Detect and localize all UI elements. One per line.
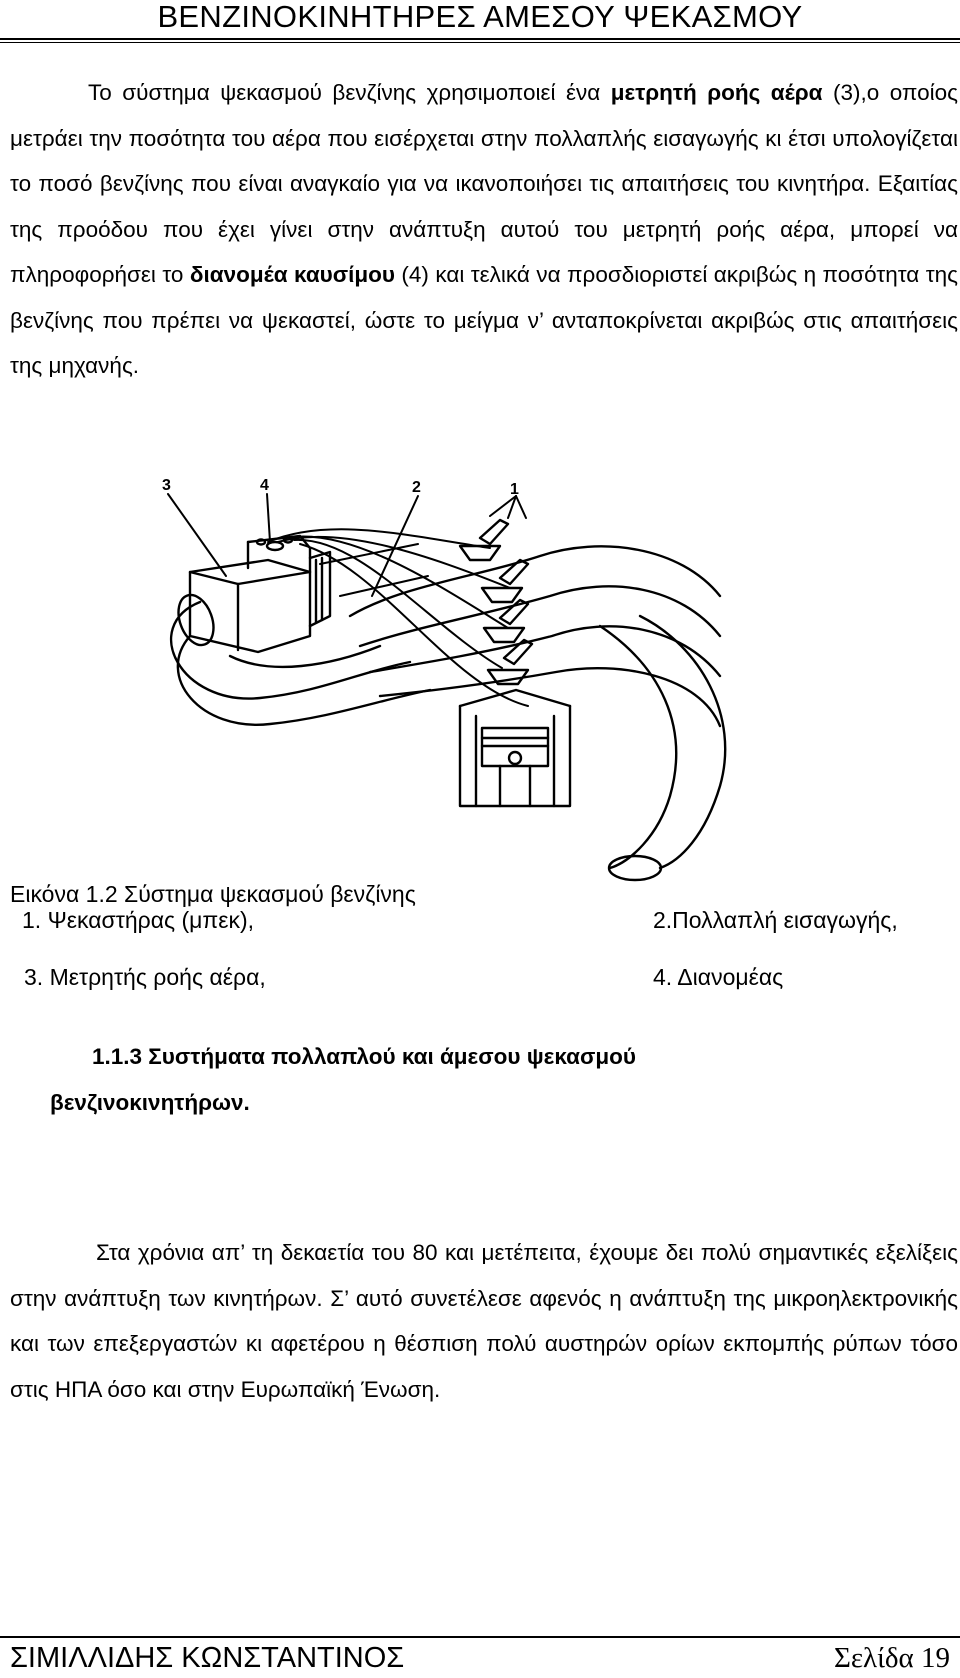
para1-bold-air-flow-meter: μετρητή ροής αέρα (610, 80, 823, 105)
page-header-title: ΒΕΝΖΙΝΟΚΙΝΗΤΗΡΕΣ ΑΜΕΣΟΥ ΨΕΚΑΣΜΟΥ (157, 0, 803, 34)
caption-item-air-flow-meter: 3. Μετρητής ροής αέρα, (24, 964, 266, 990)
footer-divider (0, 1636, 960, 1638)
para1-bold-fuel-distributor: διανομέα καυσίμου (189, 262, 395, 287)
paragraph-engine-developments: Στα χρόνια απ’ τη δεκαετία του 80 και μετέπειτα, έχουμε δει πολύ σημαντικές εξελίξεις στην ανάπτυξη των κινητήρων. Σ’ αυτό συνετέλεσε αφενός η ανάπτυξη της μικροηλεκτρονικής και των επεξεργαστών κι αφετέρου η θέσπιση πολύ αυστηρών ορίων εκπομπής ρύπων τόσο στις ΗΠΑ όσο και στην Ευρωπαϊκή Ένωση. (10, 1240, 958, 1402)
figure-caption-title: Εικόνα 1.2 Σύστημα ψεκασμού βενζίνης (10, 881, 416, 907)
para1-text-2: (3),ο οποίος μετράει την ποσότητα του αέρα που εισέρχεται στην πολλαπλής εισαγωγής κι έτσι υπολογίζεται το ποσό βενζίνης που είναι αναγκαίο για να ικανοποιήσει τις απαιτήσεις του κινητήρα. Εξαιτίας της προόδου που έχει γίνει στην ανάπτυξη αυτού του μετρητή ροής αέρα, μπορεί να πληροφορήσει το (10, 80, 959, 287)
callout-1: 1 (510, 481, 519, 498)
caption-item-distributor: 4. Διανομέας (653, 964, 784, 990)
section-heading-line2: βενζινοκινητήρων. (50, 1090, 250, 1115)
para1-text-3: (4) και τελικά να προσδιοριστεί ακριβώς η ποσότητα της βενζίνης που πρέπει να ψεκαστεί, ώστε το μείγμα ν’ ανταποκρίνεται ακριβώς στις απαιτήσεις της μηχανής. (10, 262, 958, 378)
injector-wires (268, 529, 528, 706)
caption-item-injector: 1. Ψεκαστήρας (μπεκ), (22, 907, 255, 933)
para1-text-1: Το σύστημα ψεκασμού βενζίνης χρησιμοποιεί ένα (88, 80, 611, 105)
engine-injection-diagram (160, 476, 760, 886)
callout-4: 4 (260, 477, 269, 494)
caption-item-intake-manifold: 2.Πολλαπλή εισαγωγής, (653, 907, 898, 933)
callout-3: 3 (162, 477, 171, 494)
cylinder-piston (460, 690, 570, 806)
section-heading-line1: 1.1.3 Συστήματα πολλαπλού και άμεσου ψεκασμού (92, 1044, 636, 1069)
intake-loop-pipe (171, 590, 430, 725)
callout-2: 2 (412, 479, 421, 496)
footer-author: ΣΙΜΙΛΛΙΔΗΣ ΚΩΝΣΤΑΝΤΙΝΟΣ (10, 1642, 405, 1674)
footer-page-number: Σελίδα 19 (833, 1642, 950, 1674)
header-divider (0, 38, 960, 43)
paragraph-fuel-injection-system (10, 70, 958, 389)
